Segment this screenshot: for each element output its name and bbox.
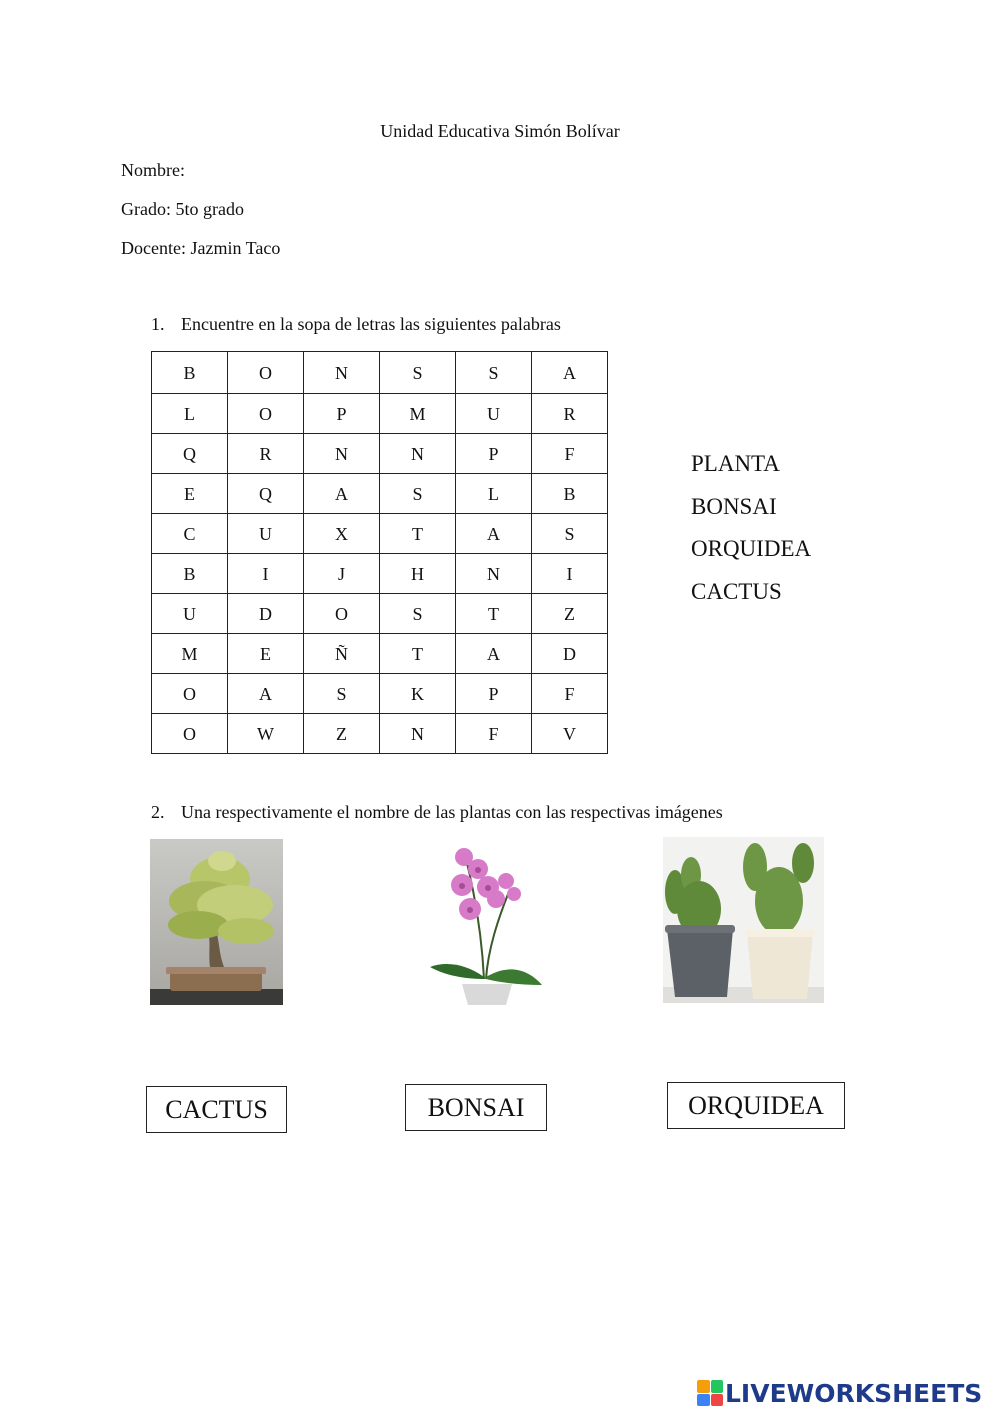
grid-cell[interactable]: S bbox=[532, 514, 608, 554]
grid-cell[interactable]: N bbox=[304, 434, 380, 474]
liveworksheets-logo-text: LIVEWORKSHEETS bbox=[725, 1378, 983, 1408]
grid-cell[interactable]: P bbox=[456, 434, 532, 474]
grid-cell[interactable]: U bbox=[228, 514, 304, 554]
grid-cell[interactable]: I bbox=[532, 554, 608, 594]
bonsai-image bbox=[150, 839, 283, 1005]
orchid-image bbox=[426, 839, 544, 1005]
grid-cell[interactable]: X bbox=[304, 514, 380, 554]
grid-cell[interactable]: D bbox=[532, 634, 608, 674]
grid-cell[interactable]: S bbox=[380, 352, 456, 394]
name-label: Nombre: bbox=[121, 160, 185, 180]
grid-row bbox=[152, 714, 608, 754]
grid-row bbox=[152, 594, 608, 634]
grid-cell[interactable]: B bbox=[152, 554, 228, 594]
answer-box-bonsai[interactable]: BONSAI bbox=[405, 1084, 547, 1131]
grid-cell[interactable]: D bbox=[228, 594, 304, 634]
grid-cell[interactable]: N bbox=[304, 352, 380, 394]
cactus-image bbox=[663, 837, 824, 1003]
grid-cell[interactable]: O bbox=[152, 714, 228, 754]
grid-cell[interactable]: L bbox=[456, 474, 532, 514]
grid-cell[interactable]: Z bbox=[304, 714, 380, 754]
school-title: Unidad Educativa Simón Bolívar bbox=[380, 121, 620, 141]
grid-row bbox=[152, 474, 608, 514]
grid-cell[interactable]: Q bbox=[228, 474, 304, 514]
grid-cell[interactable]: K bbox=[380, 674, 456, 714]
grid-cell[interactable]: N bbox=[380, 714, 456, 754]
grid-row bbox=[152, 434, 608, 474]
grid-cell[interactable]: A bbox=[304, 474, 380, 514]
grid-cell[interactable]: O bbox=[228, 352, 304, 394]
grid-cell[interactable]: U bbox=[152, 594, 228, 634]
grid-row bbox=[152, 394, 608, 434]
grid-cell[interactable]: J bbox=[304, 554, 380, 594]
grid-row bbox=[152, 352, 608, 394]
grid-cell[interactable]: A bbox=[228, 674, 304, 714]
grid-cell[interactable]: P bbox=[456, 674, 532, 714]
grid-cell[interactable]: V bbox=[532, 714, 608, 754]
grid-cell[interactable]: A bbox=[532, 352, 608, 394]
teacher-label: Docente: Jazmin Taco bbox=[121, 238, 281, 258]
grid-cell[interactable]: S bbox=[304, 674, 380, 714]
grid-cell[interactable]: O bbox=[228, 394, 304, 434]
grid-cell[interactable]: P bbox=[304, 394, 380, 434]
grid-cell[interactable]: H bbox=[380, 554, 456, 594]
grid-cell[interactable]: U bbox=[456, 394, 532, 434]
grid-cell[interactable]: W bbox=[228, 714, 304, 754]
grid-cell[interactable]: I bbox=[228, 554, 304, 594]
question-1 bbox=[151, 314, 561, 335]
word-list bbox=[691, 443, 811, 613]
grid-cell[interactable]: C bbox=[152, 514, 228, 554]
grid-cell[interactable]: E bbox=[152, 474, 228, 514]
question-2-text: Una respectivamente el nombre de las plantas con las respectivas imágenes bbox=[181, 802, 723, 822]
grid-cell[interactable]: N bbox=[380, 434, 456, 474]
grid-cell[interactable]: N bbox=[456, 554, 532, 594]
grid-cell[interactable]: F bbox=[532, 674, 608, 714]
grid-cell[interactable]: B bbox=[152, 352, 228, 394]
liveworksheets-logo bbox=[697, 1378, 982, 1408]
grid-cell[interactable]: R bbox=[532, 394, 608, 434]
question-1-text: Encuentre en la sopa de letras las siguientes palabras bbox=[181, 314, 561, 334]
grid-row bbox=[152, 674, 608, 714]
grid-cell[interactable]: A bbox=[456, 634, 532, 674]
grid-cell[interactable]: A bbox=[456, 514, 532, 554]
grid-cell[interactable]: T bbox=[380, 514, 456, 554]
grid-cell[interactable]: B bbox=[532, 474, 608, 514]
question-1-number: 1. bbox=[151, 314, 165, 334]
grid-cell[interactable]: F bbox=[456, 714, 532, 754]
grid-cell[interactable]: S bbox=[380, 474, 456, 514]
grid-cell[interactable]: O bbox=[304, 594, 380, 634]
grid-cell[interactable]: E bbox=[228, 634, 304, 674]
question-2-number: 2. bbox=[151, 802, 165, 822]
word-search-grid bbox=[151, 351, 608, 754]
grid-cell[interactable]: Z bbox=[532, 594, 608, 634]
question-2 bbox=[151, 802, 723, 823]
answer-box-orquidea[interactable]: ORQUIDEA bbox=[667, 1082, 845, 1129]
word-list-item: CACTUS bbox=[691, 578, 782, 604]
grid-cell[interactable]: S bbox=[456, 352, 532, 394]
grid-cell[interactable]: T bbox=[456, 594, 532, 634]
grid-row bbox=[152, 634, 608, 674]
word-list-item: ORQUIDEA bbox=[691, 536, 812, 561]
liveworksheets-logo-icon bbox=[697, 1380, 723, 1406]
grid-cell[interactable]: F bbox=[532, 434, 608, 474]
grid-cell[interactable]: Q bbox=[152, 434, 228, 474]
answer-box-cactus[interactable]: CACTUS bbox=[146, 1086, 287, 1133]
grid-cell[interactable]: M bbox=[380, 394, 456, 434]
grid-cell[interactable]: O bbox=[152, 674, 228, 714]
word-list-item: BONSAI bbox=[691, 493, 777, 519]
word-list-item: PLANTA bbox=[691, 451, 780, 476]
grid-cell[interactable]: T bbox=[380, 634, 456, 674]
grid-cell[interactable]: S bbox=[380, 594, 456, 634]
grid-cell[interactable]: Ñ bbox=[304, 634, 380, 674]
grid-cell[interactable]: L bbox=[152, 394, 228, 434]
grid-row bbox=[152, 554, 608, 594]
grid-cell[interactable]: R bbox=[228, 434, 304, 474]
grid-row bbox=[152, 514, 608, 554]
grade-label: Grado: 5to grado bbox=[121, 199, 244, 219]
grid-cell[interactable]: M bbox=[152, 634, 228, 674]
